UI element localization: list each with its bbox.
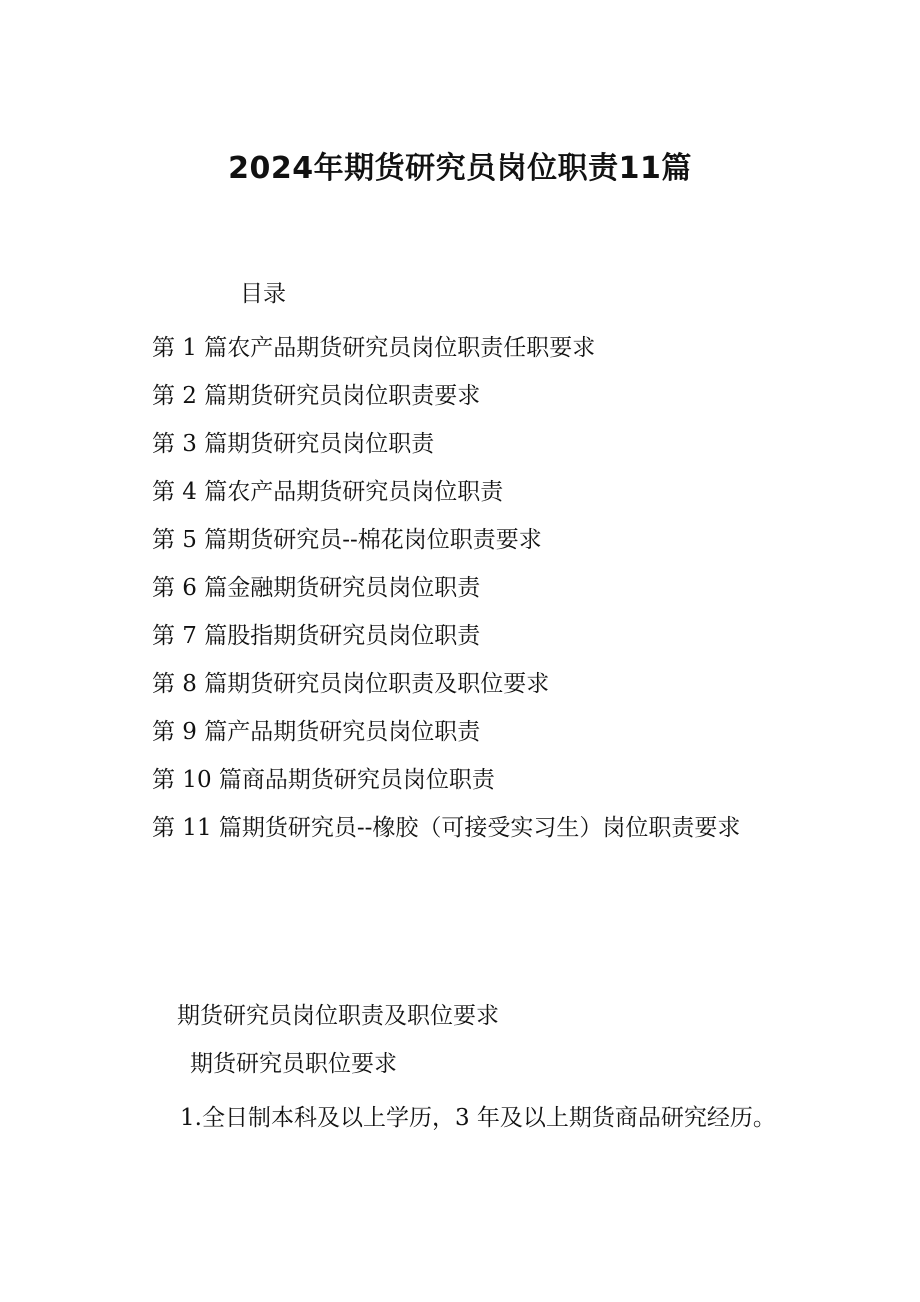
toc-item: 第 10 篇商品期货研究员岗位职责 <box>152 767 495 793</box>
toc-item: 第 1 篇农产品期货研究员岗位职责任职要求 <box>152 335 596 361</box>
document-title: 2024年期货研究员岗位职责11篇 <box>228 151 692 186</box>
section-title: 期货研究员岗位职责及职位要求 <box>177 1003 499 1029</box>
toc-item: 第 2 篇期货研究员岗位职责要求 <box>152 383 481 409</box>
toc-item: 第 3 篇期货研究员岗位职责 <box>152 431 435 457</box>
body-paragraph: 1.全日制本科及以上学历，3 年及以上期货商品研究经历。 <box>180 1105 776 1131</box>
sub-title: 期货研究员职位要求 <box>190 1051 397 1077</box>
toc-item: 第 7 篇股指期货研究员岗位职责 <box>152 623 481 649</box>
toc-item: 第 6 篇金融期货研究员岗位职责 <box>152 575 481 601</box>
toc-item: 第 8 篇期货研究员岗位职责及职位要求 <box>152 671 550 697</box>
toc-item: 第 9 篇产品期货研究员岗位职责 <box>152 719 481 745</box>
toc-item: 第 11 篇期货研究员--橡胶（可接受实习生）岗位职责要求 <box>152 815 741 841</box>
toc-item: 第 5 篇期货研究员--棉花岗位职责要求 <box>152 527 542 553</box>
table-of-contents <box>152 324 892 852</box>
toc-item: 第 4 篇农产品期货研究员岗位职责 <box>152 479 504 505</box>
toc-heading: 目录 <box>240 281 286 307</box>
